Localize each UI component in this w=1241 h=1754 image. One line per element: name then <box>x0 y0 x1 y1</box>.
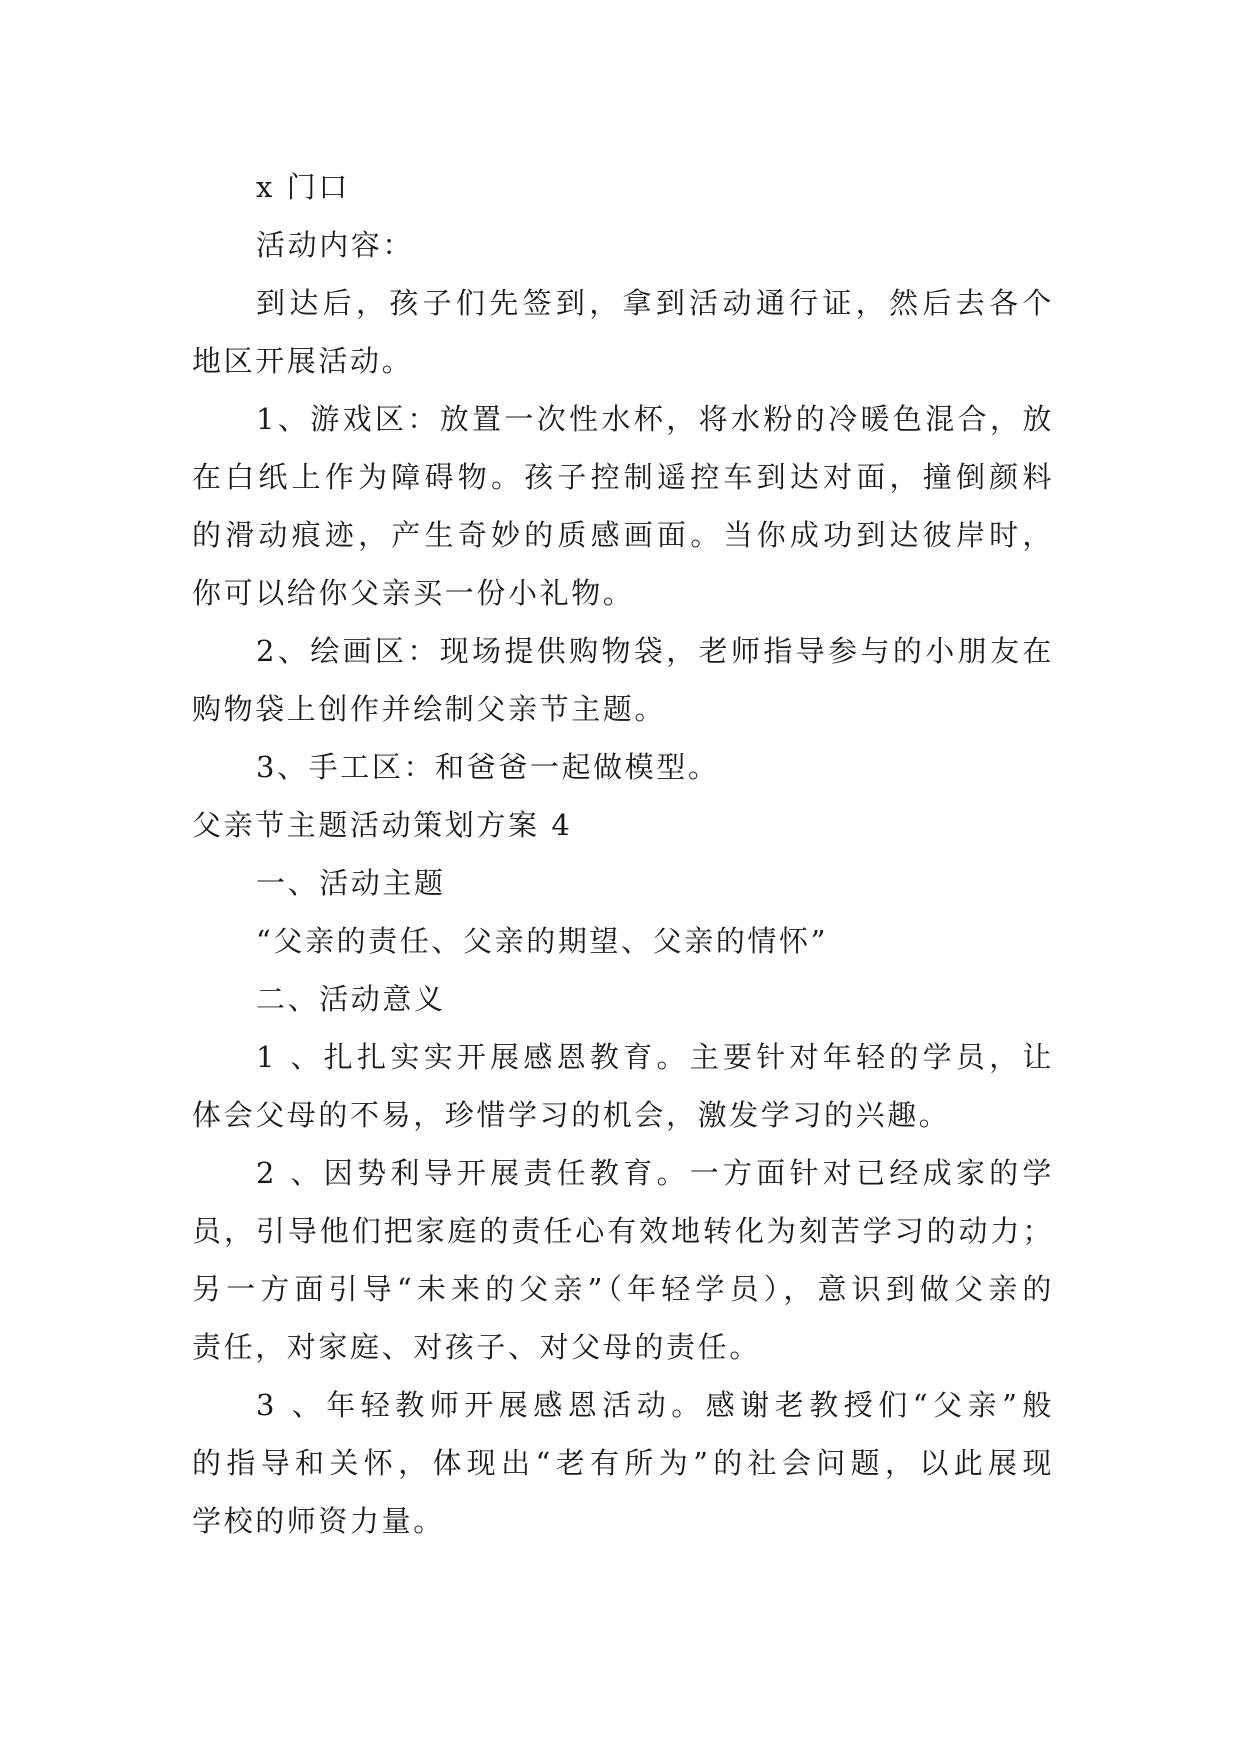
text-line: 体会父母的不易，珍惜学习的机会，激发学习的兴趣。 <box>192 1098 951 1132</box>
text-line: 的滑动痕迹，产生奇妙的质感画面。当你成功到达彼岸时， <box>192 518 1054 552</box>
text-line: 的指导和关怀，体现出“老有所为”的社会问题，以此展现 <box>192 1446 1054 1480</box>
text-line: 购物袋上创作并绘制父亲节主题。 <box>192 692 667 726</box>
document-body <box>192 158 1054 1550</box>
text-line: 另一方面引导“未来的父亲”（年轻学员），意识到做父亲的 <box>192 1272 1054 1306</box>
text-line: 责任，对家庭、对孩子、对父母的责任。 <box>192 1330 761 1364</box>
text-line: 员，引导他们把家庭的责任心有效地转化为刻苦学习的动力； <box>192 1214 1054 1248</box>
text-line: 学校的师资力量。 <box>192 1504 445 1538</box>
text-line: 到达后，孩子们先签到，拿到活动通行证，然后去各个 <box>256 286 1054 320</box>
text-line: 你可以给你父亲买一份小礼物。 <box>192 576 635 610</box>
text-line: 1、游戏区：放置一次性水杯，将水粉的冷暖色混合，放 <box>256 402 1054 436</box>
text-line: x 门口 <box>256 170 350 204</box>
text-line: 活动内容： <box>256 228 415 262</box>
text-line: 3 、年轻教师开展感恩活动。感谢老教授们“父亲”般 <box>256 1388 1054 1422</box>
section-title: 父亲节主题活动策划方案 4 <box>192 808 573 842</box>
heading-line: 二、活动意义 <box>256 982 446 1016</box>
text-line: 2 、因势利导开展责任教育。一方面针对已经成家的学 <box>256 1156 1054 1190</box>
text-line: 在白纸上作为障碍物。孩子控制遥控车到达对面，撞倒颜料 <box>192 460 1054 494</box>
text-line: 1 、扎扎实实开展感恩教育。主要针对年轻的学员，让 <box>256 1040 1054 1074</box>
text-line: 2、绘画区：现场提供购物袋，老师指导参与的小朋友在 <box>256 634 1054 668</box>
text-line: “父亲的责任、父亲的期望、父亲的情怀” <box>256 924 829 958</box>
heading-line: 一、活动主题 <box>256 866 446 900</box>
text-line: 地区开展活动。 <box>192 344 414 378</box>
text-line: 3、手工区：和爸爸一起做模型。 <box>256 750 720 784</box>
